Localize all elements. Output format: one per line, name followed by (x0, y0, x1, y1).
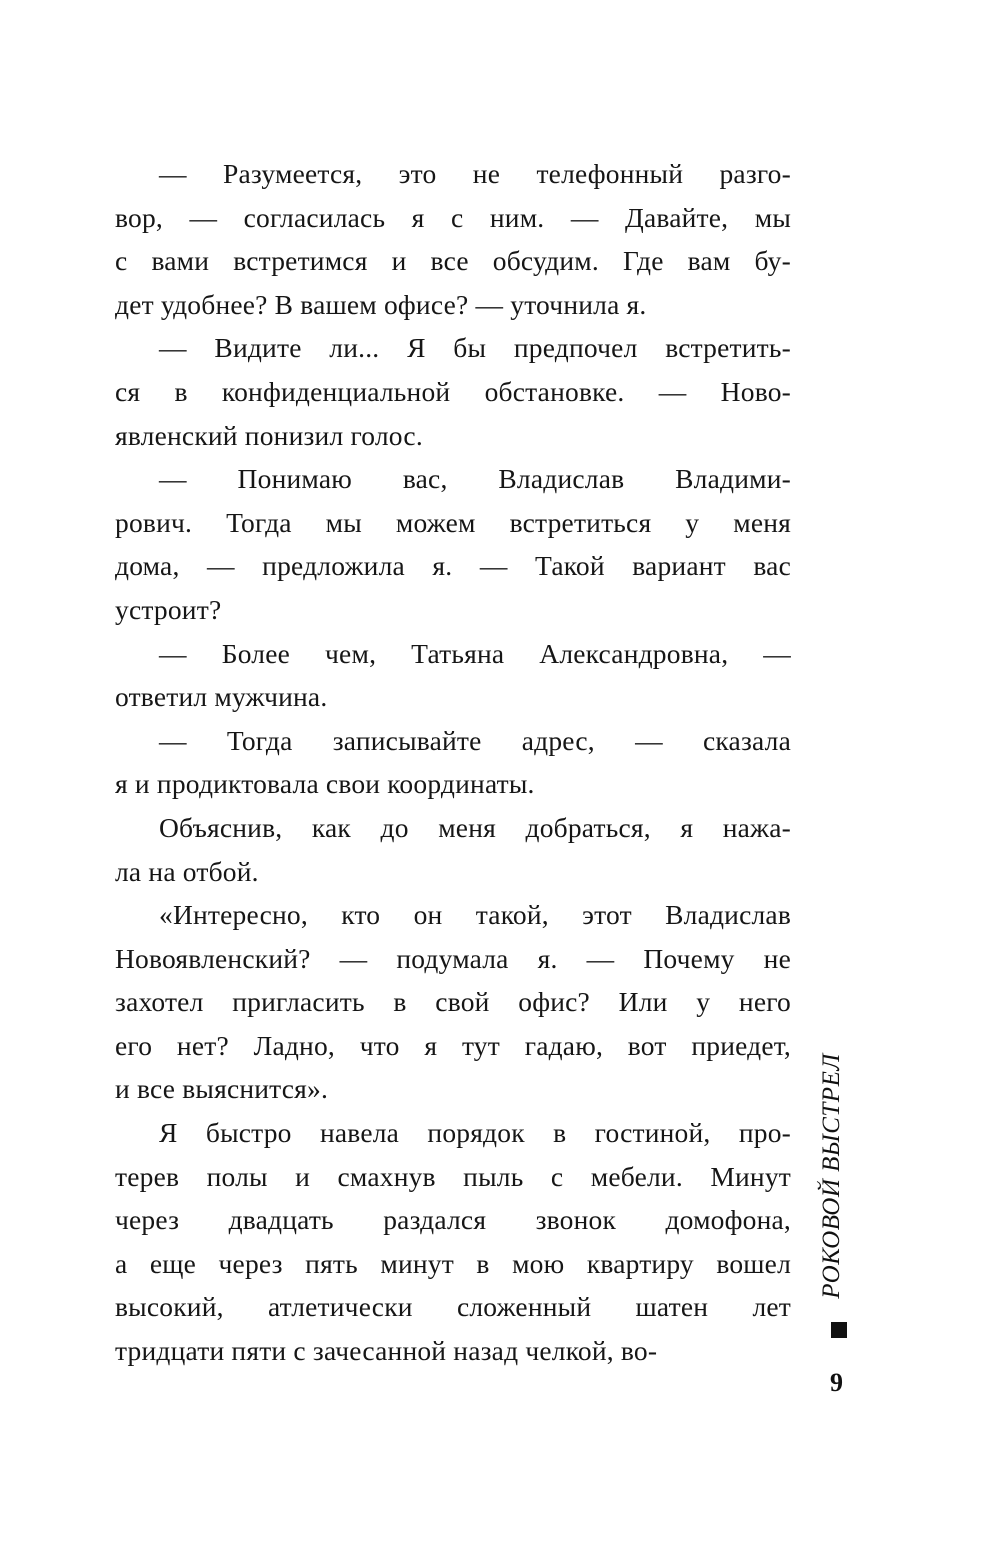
text-line: ответил мужчина. (115, 681, 328, 713)
paragraph (115, 326, 791, 457)
section-end-marker (831, 1322, 847, 1338)
paragraph (115, 457, 791, 631)
paragraph (115, 152, 791, 326)
text-line: устроит? (115, 593, 222, 625)
text-line: — Разумеется, это не телефонный разго- (159, 158, 791, 189)
text-line: и все выяснится». (115, 1073, 329, 1105)
paragraph (115, 719, 791, 806)
text-line: — Более чем, Татьяна Александровна, — (159, 637, 791, 669)
text-line: ла на отбой. (115, 855, 259, 887)
text-line: а еще через пять минут в мою квартиру вошел (115, 1247, 791, 1279)
page-number: 9 (830, 1368, 843, 1397)
text-line: захотел пригласить в свой офис? Или у него (115, 986, 791, 1018)
text-line: дет удобнее? В вашем офисе? — уточнила я. (115, 288, 647, 320)
text-line: Я быстро навела порядок в гостиной, про- (159, 1117, 791, 1149)
text-line: Новоявленский? — подумала я. — Почему не (115, 942, 791, 974)
text-line: «Интересно, кто он такой, этот Владислав (159, 899, 791, 931)
text-line: с вами встретимся и все обсудим. Где вам бу- (115, 245, 791, 277)
text-line: ся в конфиденциальной обстановке. — Ново- (115, 375, 791, 407)
page-text (115, 152, 791, 1373)
paragraph (115, 632, 791, 719)
text-line: я и продиктовала свои координаты. (115, 768, 535, 800)
paragraph (115, 1111, 791, 1373)
paragraph (115, 893, 791, 1111)
text-line: терев полы и смахнув пыль с мебели. Минут (115, 1160, 791, 1192)
text-line: тридцати пяти с зачесанной назад челкой, во- (115, 1335, 658, 1367)
text-line: его нет? Ладно, что я тут гадаю, вот приедет, (115, 1029, 791, 1061)
running-title-vertical: РОКОВОЙ ВЫСТРЕЛ (818, 1053, 845, 1299)
paragraph (115, 806, 791, 893)
text-line: через двадцать раздался звонок домофона, (115, 1204, 791, 1236)
text-line: дома, — предложила я. — Такой вариант вас (115, 550, 791, 582)
text-line: — Видите ли... Я бы предпочел встретить- (159, 332, 791, 364)
text-line: высокий, атлетически сложенный шатен лет (115, 1291, 791, 1323)
text-line: вор, — согласилась я с ним. — Давайте, мы (115, 201, 791, 233)
text-line: Объяснив, как до меня добраться, я нажа- (159, 811, 791, 843)
text-line: рович. Тогда мы можем встретиться у меня (115, 506, 791, 538)
text-line: явленский понизил голос. (115, 419, 423, 451)
text-line: — Понимаю вас, Владислав Владими- (159, 463, 791, 495)
text-line: — Тогда записывайте адрес, — сказала (159, 724, 791, 756)
